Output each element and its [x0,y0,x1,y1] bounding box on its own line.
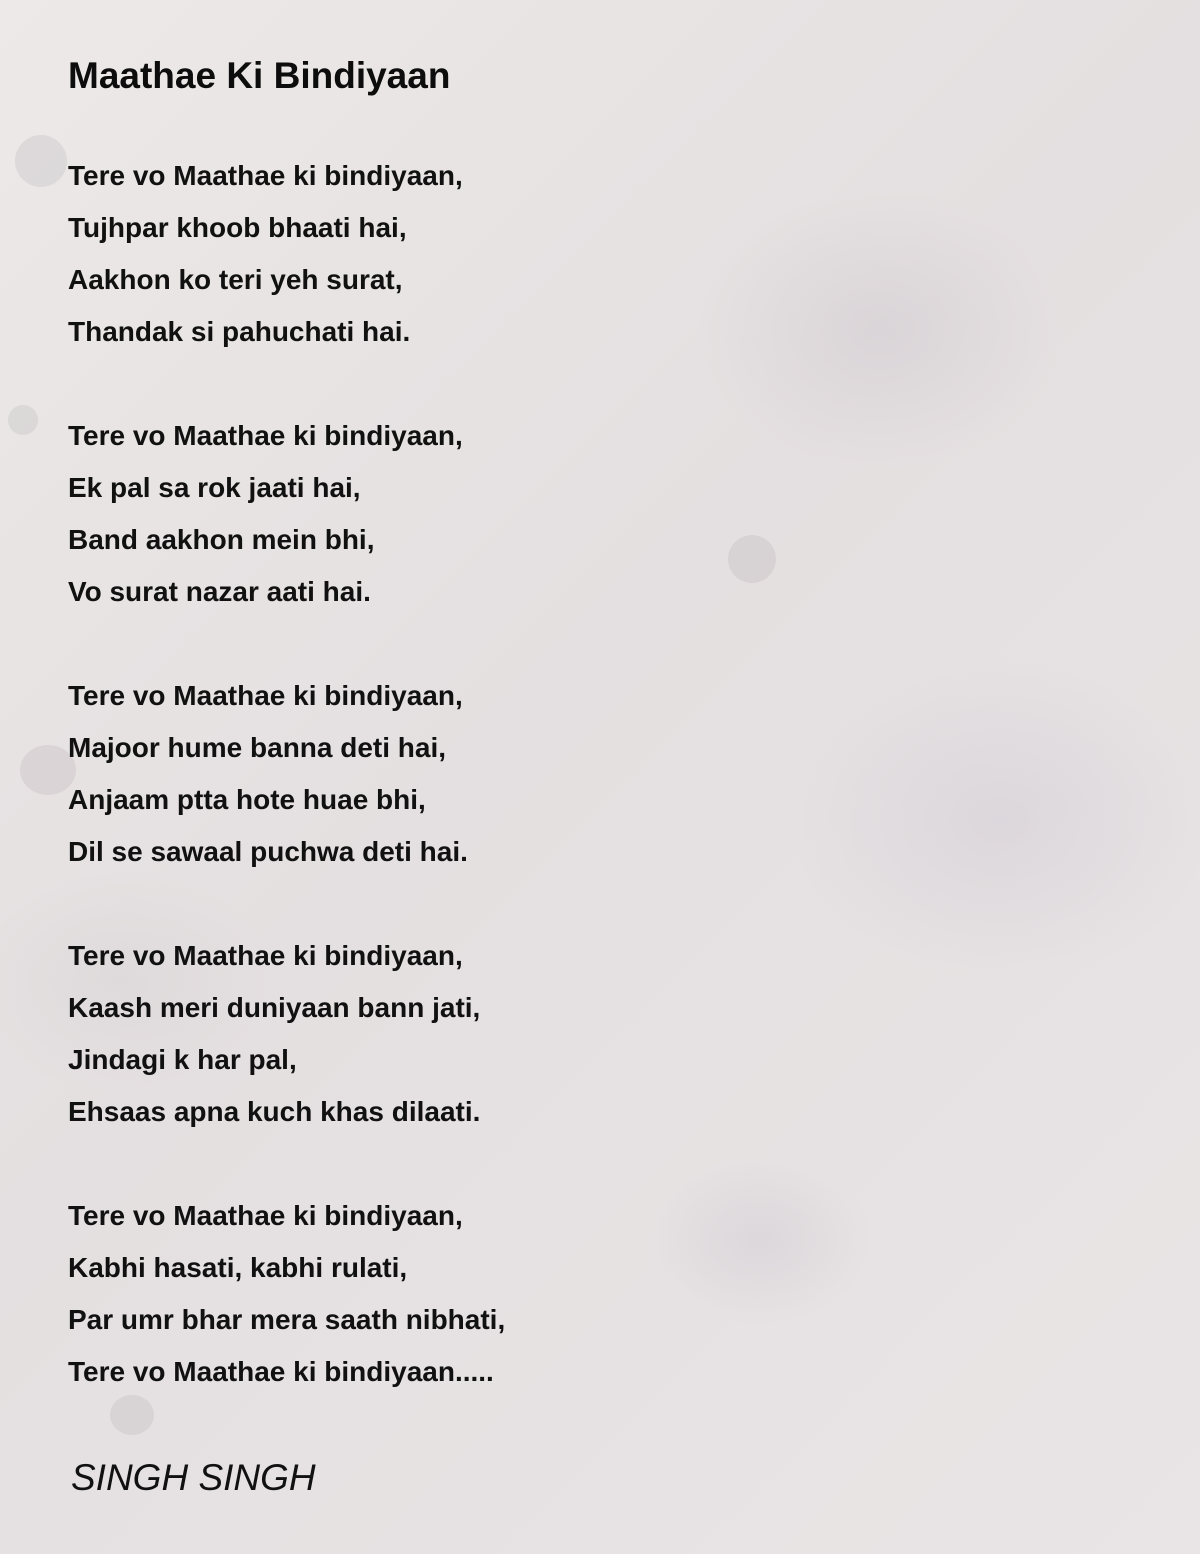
poem-line: Majoor hume banna deti hai, [68,732,447,763]
poem-title: Maathae Ki Bindiyaan [68,55,451,96]
stanza-3 [68,670,505,930]
poem-line: Thandak si pahuchati hai. [68,316,411,347]
poem-line: Kaash meri duniyaan bann jati, [68,992,481,1023]
poem-line: Jindagi k har pal, [68,1044,297,1075]
poem-author: SINGH SINGH [71,1457,316,1498]
poem-line: Ehsaas apna kuch khas dilaati. [68,1096,481,1127]
poem-line: Tere vo Maathae ki bindiyaan..... [68,1356,494,1387]
poem-body [68,150,505,1450]
background-ink-blot [728,535,776,583]
poem-line: Ek pal sa rok jaati hai, [68,472,361,503]
poem-line: Dil se sawaal puchwa deti hai. [68,836,468,867]
background-ink-blot [15,135,67,187]
poem-line: Aakhon ko teri yeh surat, [68,264,403,295]
poem-line: Band aakhon mein bhi, [68,524,375,555]
poem-line: Tere vo Maathae ki bindiyaan, [68,160,463,191]
stanza-2 [68,410,505,670]
background-ink-blot [8,405,38,435]
stanza-5 [68,1190,505,1450]
stanza-1 [68,150,505,410]
poem-line: Tujhpar khoob bhaati hai, [68,212,407,243]
poem-line: Tere vo Maathae ki bindiyaan, [68,420,463,451]
poem-line: Tere vo Maathae ki bindiyaan, [68,940,463,971]
poem-line: Anjaam ptta hote huae bhi, [68,784,426,815]
poem-line: Tere vo Maathae ki bindiyaan, [68,680,463,711]
poem-line: Vo surat nazar aati hai. [68,576,371,607]
poem-line: Par umr bhar mera saath nibhati, [68,1304,506,1335]
stanza-4 [68,930,505,1190]
poem-line: Tere vo Maathae ki bindiyaan, [68,1200,463,1231]
poem-line: Kabhi hasati, kabhi rulati, [68,1252,408,1283]
